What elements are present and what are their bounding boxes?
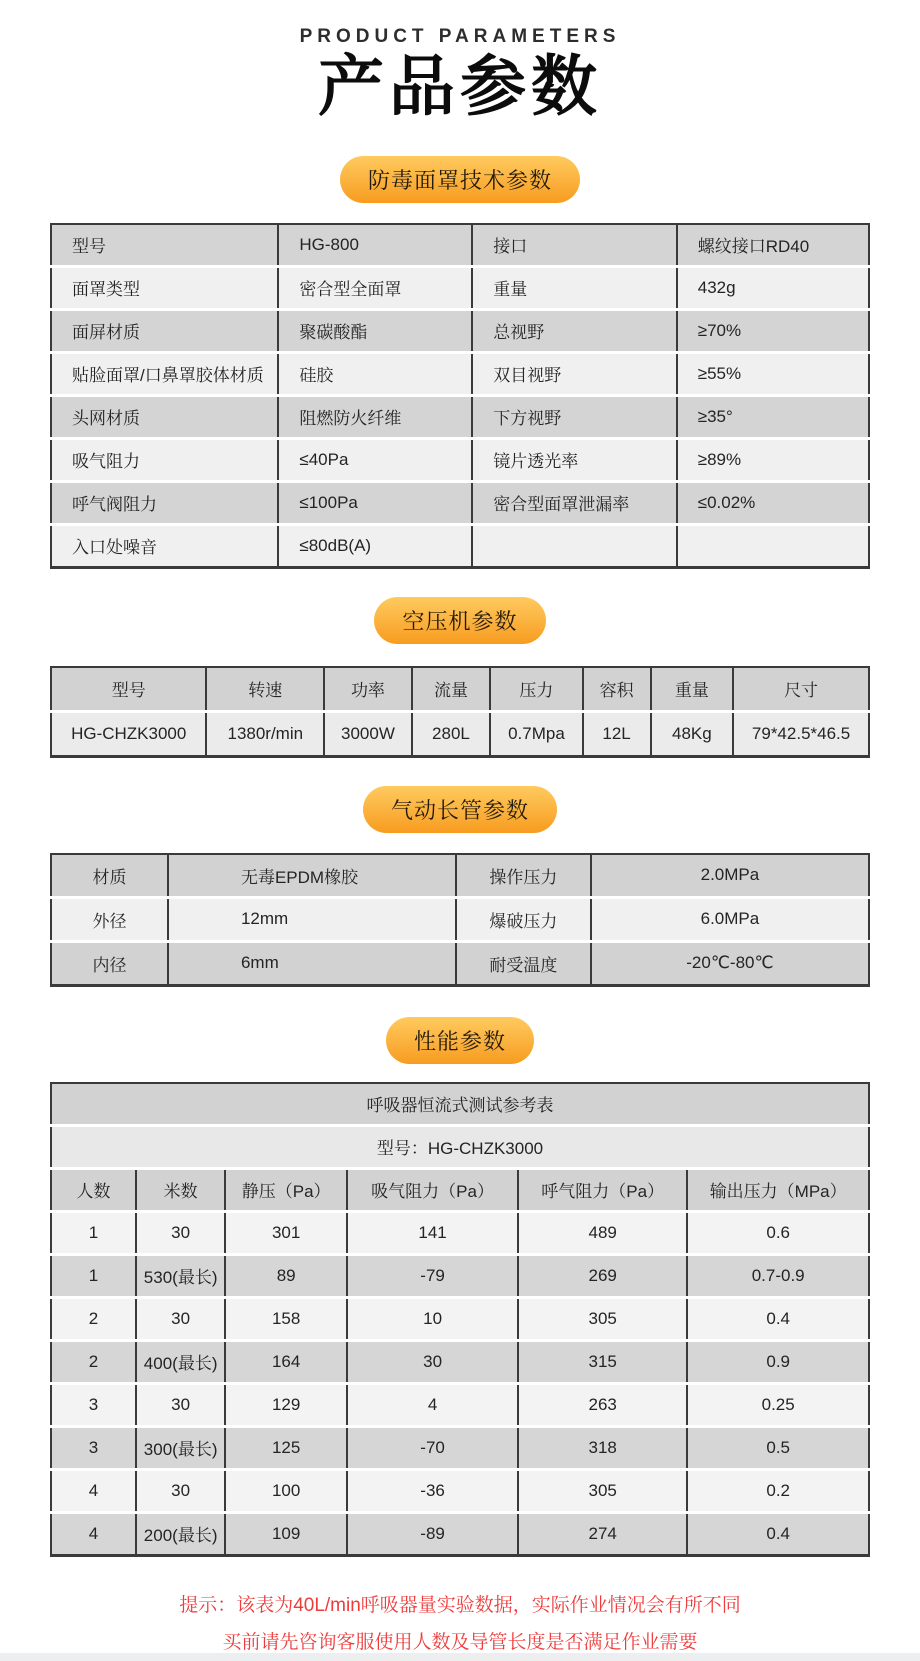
compressor-spec-table	[50, 666, 870, 758]
param-label: 重量	[472, 266, 677, 309]
param-value: ≤40Pa	[278, 438, 472, 481]
cell: 4	[51, 1469, 136, 1512]
param-value: 48Kg	[651, 711, 734, 756]
param-value: HG-800	[278, 224, 472, 267]
table-row	[51, 1383, 869, 1426]
param-label: 面罩类型	[51, 266, 278, 309]
table-row	[51, 1211, 869, 1254]
cell: 3	[51, 1426, 136, 1469]
param-value: 432g	[677, 266, 869, 309]
param-value: 6.0MPa	[591, 897, 869, 941]
column-header: 呼气阻力（Pa）	[518, 1168, 687, 1211]
column-header: 静压（Pa）	[225, 1168, 347, 1211]
cell: 30	[136, 1297, 225, 1340]
model-line: 型号：HG-CHZK3000	[51, 1125, 869, 1168]
cell: 158	[225, 1297, 347, 1340]
column-header: 人数	[51, 1168, 136, 1211]
cell: 3	[51, 1383, 136, 1426]
cell: 305	[518, 1469, 687, 1512]
table-row	[51, 309, 869, 352]
table-row	[51, 1469, 869, 1512]
hint-line-2: 买前请先咨询客服使用人数及导管长度是否满足作业需要	[222, 1631, 698, 1653]
column-header: 容积	[583, 667, 651, 712]
param-value: 无毒EPDM橡胶	[168, 854, 456, 898]
column-header: 米数	[136, 1168, 225, 1211]
bottom-divider	[0, 1653, 920, 1661]
eyebrow-text: PRODUCT PARAMETERS	[299, 26, 621, 47]
cell: 0.7-0.9	[687, 1254, 869, 1297]
param-value: 1380r/min	[206, 711, 324, 756]
table-row	[51, 438, 869, 481]
table-row	[51, 1512, 869, 1555]
table-header-row	[51, 1168, 869, 1211]
cell: 0.25	[687, 1383, 869, 1426]
param-label: 内径	[51, 941, 168, 985]
cell: 315	[518, 1340, 687, 1383]
table-row	[51, 941, 869, 985]
cell: 301	[225, 1211, 347, 1254]
hint-line-1: 提示：该表为40L/min呼吸器量实验数据，实际作业情况会有所不同	[179, 1594, 741, 1616]
table-title-row	[51, 1083, 869, 1126]
cell: 30	[136, 1469, 225, 1512]
param-label: 吸气阻力	[51, 438, 278, 481]
param-value: ≥89%	[677, 438, 869, 481]
param-value: 79*42.5*46.5	[733, 711, 869, 756]
param-value: 硅胶	[278, 352, 472, 395]
table-row	[51, 524, 869, 567]
table-row	[51, 711, 869, 756]
cell: 100	[225, 1469, 347, 1512]
cell: -79	[347, 1254, 518, 1297]
cell: 4	[51, 1512, 136, 1555]
cell: -70	[347, 1426, 518, 1469]
cell: 30	[347, 1340, 518, 1383]
cell: 305	[518, 1297, 687, 1340]
cell: 0.9	[687, 1340, 869, 1383]
param-value: 6mm	[168, 941, 456, 985]
param-label: 呼气阀阻力	[51, 481, 278, 524]
section-badge-mask: 防毒面罩技术参数	[340, 156, 580, 203]
section-badge-compressor: 空压机参数	[374, 597, 545, 644]
param-label: 头网材质	[51, 395, 278, 438]
cell: 200(最长)	[136, 1512, 225, 1555]
table-model-row	[51, 1125, 869, 1168]
param-value: ≥35°	[677, 395, 869, 438]
cell: 263	[518, 1383, 687, 1426]
param-value: ≤0.02%	[677, 481, 869, 524]
tube-spec-table	[50, 853, 870, 987]
cell: 1	[51, 1211, 136, 1254]
column-header: 输出压力（MPa）	[687, 1168, 869, 1211]
cell: 30	[136, 1211, 225, 1254]
table-row	[51, 854, 869, 898]
table-row	[51, 481, 869, 524]
param-label	[472, 524, 677, 567]
mask-spec-table	[50, 223, 870, 569]
cell: 125	[225, 1426, 347, 1469]
param-label: 型号	[51, 224, 278, 267]
param-value	[677, 524, 869, 567]
param-label: 密合型面罩泄漏率	[472, 481, 677, 524]
table-row	[51, 1297, 869, 1340]
param-value: ≥55%	[677, 352, 869, 395]
column-header: 尺寸	[733, 667, 869, 712]
cell: 489	[518, 1211, 687, 1254]
table-title: 呼吸器恒流式测试参考表	[51, 1083, 869, 1126]
section-badge-tube: 气动长管参数	[363, 786, 557, 833]
param-value: 螺纹接口RD40	[677, 224, 869, 267]
cell: 269	[518, 1254, 687, 1297]
param-value: 阻燃防火纤维	[278, 395, 472, 438]
param-value: ≥70%	[677, 309, 869, 352]
param-label: 贴脸面罩/口鼻罩胶体材质	[51, 352, 278, 395]
page-title: 产品参数	[318, 49, 602, 123]
param-label: 总视野	[472, 309, 677, 352]
column-header: 转速	[206, 667, 324, 712]
param-value: 聚碳酸酯	[278, 309, 472, 352]
cell: 400(最长)	[136, 1340, 225, 1383]
cell: 274	[518, 1512, 687, 1555]
performance-test-table	[50, 1082, 870, 1557]
param-label: 操作压力	[456, 854, 591, 898]
table-row	[51, 395, 869, 438]
param-value: 12mm	[168, 897, 456, 941]
cell: 318	[518, 1426, 687, 1469]
cell: 129	[225, 1383, 347, 1426]
column-header: 流量	[412, 667, 491, 712]
cell: 2	[51, 1340, 136, 1383]
param-value: 2.0MPa	[591, 854, 869, 898]
param-label: 面屏材质	[51, 309, 278, 352]
param-value: 密合型全面罩	[278, 266, 472, 309]
cell: 0.4	[687, 1297, 869, 1340]
param-label: 接口	[472, 224, 677, 267]
cell: 300(最长)	[136, 1426, 225, 1469]
table-row	[51, 1426, 869, 1469]
table-header-row	[51, 667, 869, 712]
cell: 89	[225, 1254, 347, 1297]
param-label: 双目视野	[472, 352, 677, 395]
cell: 10	[347, 1297, 518, 1340]
cell: 164	[225, 1340, 347, 1383]
cell: 1	[51, 1254, 136, 1297]
column-header: 重量	[651, 667, 734, 712]
table-row	[51, 897, 869, 941]
param-label: 耐受温度	[456, 941, 591, 985]
param-value: -20℃-80℃	[591, 941, 869, 985]
param-value: ≤80dB(A)	[278, 524, 472, 567]
cell: 0.6	[687, 1211, 869, 1254]
column-header: 型号	[51, 667, 206, 712]
cell: 0.2	[687, 1469, 869, 1512]
table-row	[51, 266, 869, 309]
cell: 0.5	[687, 1426, 869, 1469]
param-value: HG-CHZK3000	[51, 711, 206, 756]
column-header: 压力	[490, 667, 582, 712]
param-label: 镜片透光率	[472, 438, 677, 481]
param-label: 入口处噪音	[51, 524, 278, 567]
param-value: 280L	[412, 711, 491, 756]
cell: 2	[51, 1297, 136, 1340]
hint-text	[0, 1587, 920, 1661]
table-row	[51, 1254, 869, 1297]
cell: 141	[347, 1211, 518, 1254]
table-row	[51, 224, 869, 267]
param-label: 下方视野	[472, 395, 677, 438]
cell: 4	[347, 1383, 518, 1426]
table-row	[51, 352, 869, 395]
cell: -36	[347, 1469, 518, 1512]
param-value: ≤100Pa	[278, 481, 472, 524]
param-label: 外径	[51, 897, 168, 941]
cell: 109	[225, 1512, 347, 1555]
cell: 0.4	[687, 1512, 869, 1555]
cell: 530(最长)	[136, 1254, 225, 1297]
param-value: 12L	[583, 711, 651, 756]
cell: 30	[136, 1383, 225, 1426]
cell: -89	[347, 1512, 518, 1555]
param-value: 0.7Mpa	[490, 711, 582, 756]
section-badge-performance: 性能参数	[386, 1017, 534, 1064]
table-row	[51, 1340, 869, 1383]
column-header: 功率	[324, 667, 412, 712]
column-header: 吸气阻力（Pa）	[347, 1168, 518, 1211]
param-label: 材质	[51, 854, 168, 898]
param-value: 3000W	[324, 711, 412, 756]
param-label: 爆破压力	[456, 897, 591, 941]
